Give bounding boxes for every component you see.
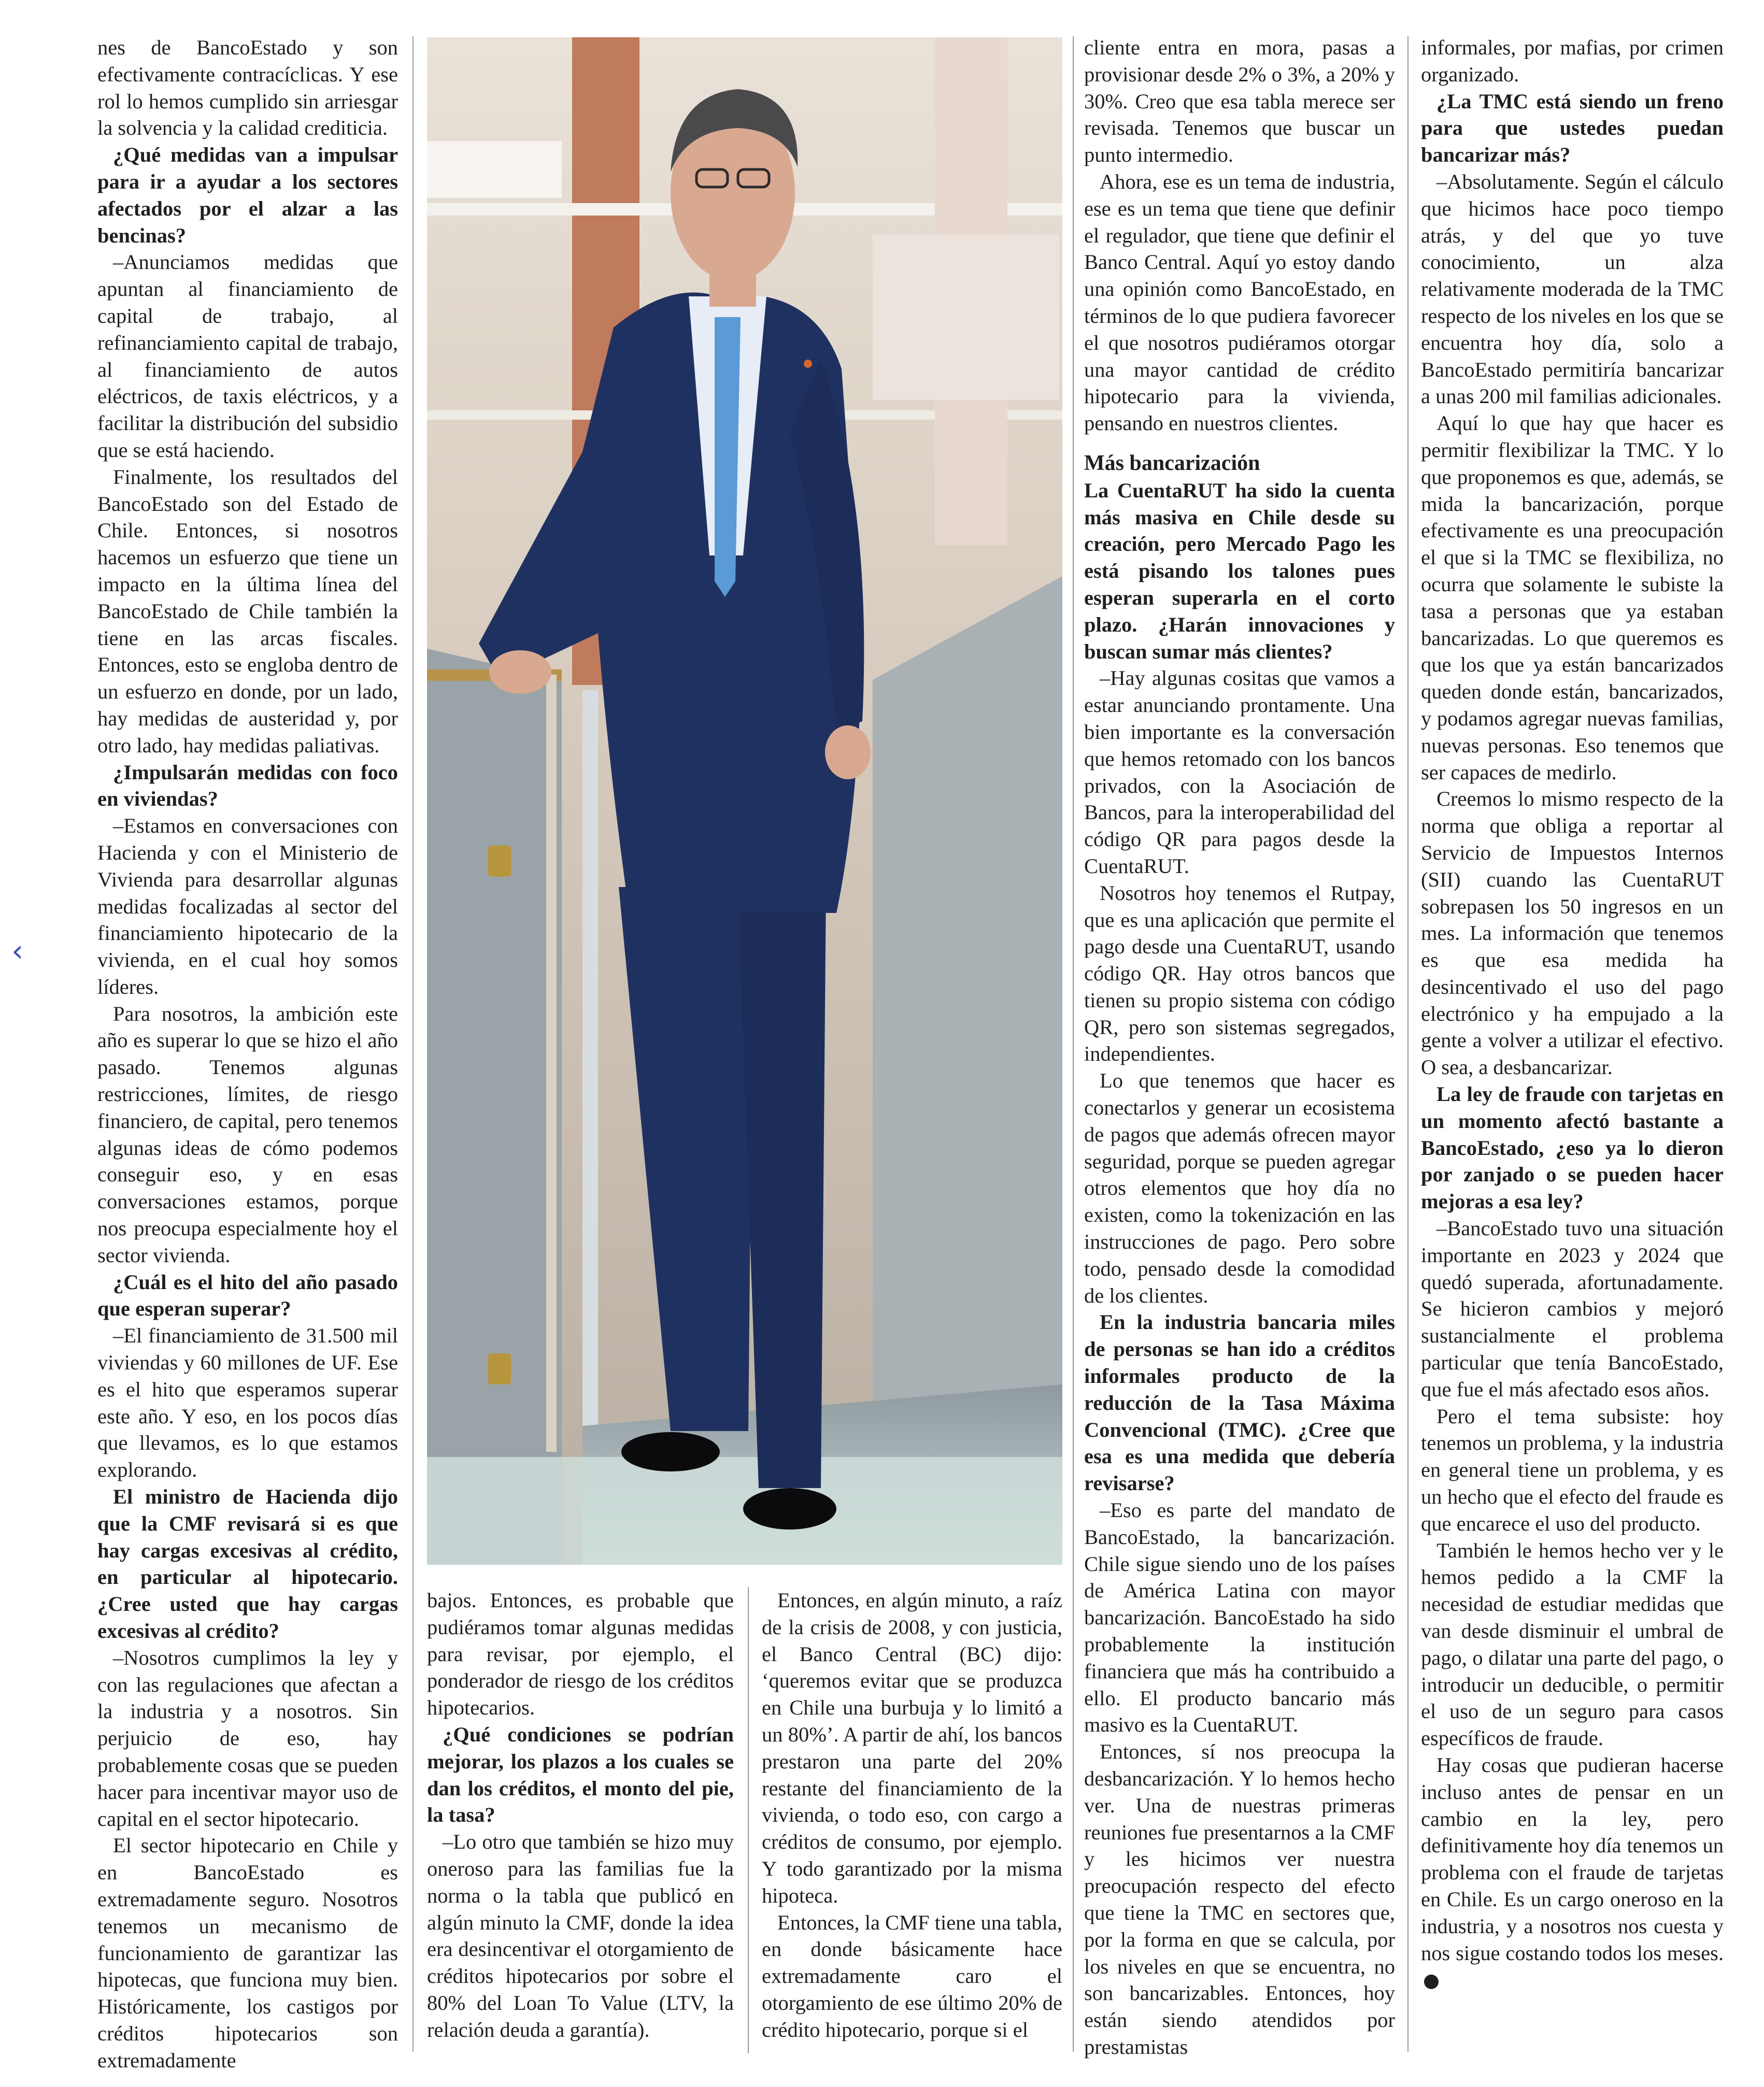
end-of-article-icon: ● [1424, 1975, 1439, 1989]
question: En la industria bancaria miles de personas se han ido a créditos informales producto de la reducción de la Tasa Máxima Convencional (TMC). ¿Cree que esa es una medida que debería revisarse? [1084, 1310, 1395, 1495]
paragraph: El sector hipotecario en Chile y en BancoEstado es extremadamente seguro. Nosotros tenemos un mecanismo de funcionamiento de garantizar las hipotecas, que funciona muy bien. Históricamente, los castigos por créditos hipotecarios son extremadamente [97, 1834, 398, 2072]
paragraph: cliente entra en mora, pasas a provisionar desde 2% o 3%, a 20% y 30%. Creo que esa tabla merece ser revisada. Tenemos que buscar un punto intermedio. [1084, 36, 1395, 167]
column-rule [412, 36, 414, 2052]
question: ¿Qué condiciones se podrían mejorar, los plazos a los cuales se dan los créditos, el monto del pie, la tasa? [427, 1722, 734, 1827]
chevron-left-icon[interactable]: ‹ [11, 933, 24, 968]
paragraph: Creemos lo mismo respecto de la norma que obliga a reportar al Servicio de Impuestos Internos (SII) cuando las CuentaRUT sobrepasen los 50 ingresos en un mes. La información que tenemos es que esa medida ha desincentivado el uso del pago electrónico y ha empujado a la gente a volver a utilizar el efectivo. O sea, a desbancarizar. [1421, 787, 1724, 1079]
question: ¿Cuál es el hito del año pasado que esperan superar? [97, 1270, 398, 1321]
paragraph: También le hemos hecho ver y le hemos pedido a la CMF la necesidad de estudiar medidas que van desde disminuir el umbral de pago, o dilatar una parte del pago, o introducir un deducible, o permitir el uso de un seguro para casos específicos de fraude. [1421, 1538, 1724, 1750]
portrait-photo [427, 37, 1062, 1565]
article-column-2b [762, 1587, 1062, 2043]
paragraph: –Anunciamos medidas que apuntan al financiamiento de capital de trabajo, al refinanciamiento capital de trabajo, al financiamiento de autos eléctricos, de taxis eléctricos, y a facilitar la distribución del subsidio que se está haciendo. [97, 250, 398, 462]
paragraph: Pero el tema subsiste: hoy tenemos un problema, y la industria en general tiene un problema, y es un hecho que el efecto del fraude es que encarece el uso del producto. [1421, 1404, 1724, 1535]
article-column-3 [1084, 34, 1395, 2059]
paragraph: –Eso es parte del mandato de BancoEstado, la bancarización. Chile sigue siendo uno de los países de América Latina con mayor bancarización. BancoEstado ha sido probablemente la institución financiera que más ha contribuido a ello. El producto bancario más masivo es la CuentaRUT. [1084, 1498, 1395, 1737]
article-column-4 [1421, 34, 1724, 2045]
paragraph: bajos. Entonces, es probable que pudiéramos tomar algunas medidas para revisar, por ejemplo, el ponderador de riesgo de los créditos hipotecarios. [427, 1589, 734, 1720]
portrait-illustration [427, 37, 1062, 1565]
paragraph: Ahora, ese es un tema de industria, ese es un tema que tiene que definir el regulador, que tiene que definir el Banco Central. Aquí yo estoy dando una opinión como BancoEstado, en términos de lo que pudiera favorecer el que nosotros pudiéramos otorgar una mayor cantidad de crédito hipotecario para la vivienda, pensando en nuestros clientes. [1084, 169, 1395, 435]
paragraph: Lo que tenemos que hacer es conectarlos y generar un ecosistema de pagos que además ofrecen mayor seguridad, porque se pueden agregar otros elementos que hoy día no existen, como la tokenización en las instrucciones de pago. Pero sobre todo, pensado desde la comodidad de los clientes. [1084, 1069, 1395, 1307]
paragraph: nes de BancoEstado y son efectivamente contracíclicas. Y ese rol lo hemos cumplido sin arriesgar la solvencia y la calidad crediticia. [97, 36, 398, 140]
paragraph: –BancoEstado tuvo una situación importante en 2023 y 2024 que quedó superada, afortunadamente. Se hicieron cambios y mejoró sustancialmente el problema particular que tenía BancoEstado, que fue el más afectado esos años. [1421, 1217, 1724, 1401]
article-column-2a [427, 1587, 734, 2043]
paragraph: Entonces, en algún minuto, a raíz de la crisis de 2008, y con justicia, el Banco Central (BC) dijo: ‘queremos evitar que se produzca en Chile una burbuja y lo limitó a un 80%’. A partir de ahí, los bancos prestaron una parte del 20% restante del financiamiento de la vivienda, o todo eso, con cargo a créditos de consumo, por ejemplo. Y todo garantizado por la misma hipoteca. [762, 1589, 1062, 1907]
paragraph: Aquí lo que hay que hacer es permitir flexibilizar la TMC. Y lo que proponemos es que, además, se mida la bancarización, porque efectivamente es una preocupación el que si la TMC se flexibiliza, no ocurra que solamente le subiste la tasa a personas que ya estaban bancarizadas. Lo que queremos es que los que ya están bancarizados queden donde están, bancarizados, y podamos agregar nuevas familias, nuevas personas. Eso tenemos que ser capaces de medirlo. [1421, 411, 1724, 784]
section-heading: Más bancarización [1084, 451, 1260, 475]
question: La CuentaRUT ha sido la cuenta más masiva en Chile desde su creación, pero Mercado Pago les está pisando los talones pues esperan superarla en el corto plazo. ¿Harán innovaciones y buscan sumar más clientes? [1084, 478, 1395, 663]
paragraph: –Nosotros cumplimos la ley y con las regulaciones que afectan a la industria y a nosotros. Sin perjuicio de eso, hay probablemente cosas que se pueden hacer para incentivar mayor uso de capital en el sector hipotecario. [97, 1646, 398, 1831]
paragraph: Entonces, la CMF tiene una tabla, en donde básicamente hace extremadamente caro el otorgamiento de ese último 20% de crédito hipotecario, porque si el [762, 1910, 1062, 2041]
question: La ley de fraude con tarjetas en un momento afectó bastante a BancoEstado, ¿eso ya lo dieron por zanjado o se pueden hacer mejoras a esa ley? [1421, 1082, 1724, 1213]
paragraph-text: Hay cosas que pudieran hacerse incluso antes de pensar en un cambio en la ley, pero definitivamente hoy día tenemos un problema con el fraude de tarjetas en Chile. Es un cargo oneroso en la industria, y a nosotros nos cuesta y nos sigue costando todos los meses. [1421, 1753, 1724, 1965]
paragraph: Para nosotros, la ambición este año es superar lo que se hizo el año pasado. Tenemos algunas restricciones, límites, de riesgo financiero, de capital, pero tenemos algunas ideas de cómo podemos conseguir eso, y en esas conversaciones estamos, porque nos preocupa especialmente hoy el sector vivienda. [97, 1002, 398, 1267]
column-rule [1073, 36, 1074, 2052]
question: ¿La TMC está siendo un freno para que ustedes puedan bancarizar más? [1421, 89, 1724, 167]
paragraph: Entonces, sí nos preocupa la desbancarización. Y lo hemos hecho ver. Una de nuestras primeras reuniones fue presentarnos a la CMF y les hicimos ver nuestra preocupación respecto del efecto que tiene la TMC en sectores que, por la forma en que se calcula, por los niveles en que se encuentra, no son bancarizables. Entonces, hoy están siendo atendidos por prestamistas [1084, 1740, 1395, 2059]
paragraph: Nosotros hoy tenemos el Rutpay, que es una aplicación que permite el pago desde una CuentaRUT, usando código QR. Hay otros bancos que tienen su propio sistema con código QR, pero son sistemas segregados, independientes. [1084, 881, 1395, 1066]
question: El ministro de Hacienda dijo que la CMF revisará si es que hay cargas excesivas al crédito, en particular al hipotecario. ¿Cree usted que hay cargas excesivas al crédito? [97, 1485, 398, 1643]
question: ¿Impulsarán medidas con foco en viviendas? [97, 760, 398, 811]
paragraph: Finalmente, los resultados del BancoEstado son del Estado de Chile. Entonces, si nosotros hacemos un esfuerzo que tiene un impacto en la última línea del BancoEstado de Chile también la tiene en las arcas fiscales. Entonces, esto se engloba dentro de un esfuerzo en donde, por un lado, hay medidas de austeridad y, por otro lado, hay medidas paliativas. [97, 465, 398, 757]
paragraph: –El financiamiento de 31.500 mil viviendas y 60 millones de UF. Ese es el hito que esperamos superar este año. Y eso, en los pocos días que llevamos, es lo que estamos explorando. [97, 1324, 398, 1482]
question: ¿Qué medidas van a impulsar para ir a ayudar a los sectores afectados por el alzar a las bencinas? [97, 143, 398, 247]
paragraph: –Lo otro que también se hizo muy oneroso para las familias fue la norma o la tabla que publicó en algún minuto la CMF, donde la idea era desincentivar el otorgamiento de créditos hipotecarios por sobre el 80% del Loan To Value (LTV, la relación deuda a garantía). [427, 1830, 734, 2041]
paragraph: informales, por mafias, por crimen organizado. [1421, 36, 1724, 86]
paragraph [1421, 1752, 1724, 1993]
paragraph: –Estamos en conversaciones con Hacienda y con el Ministerio de Vivienda para desarrollar algunas medidas focalizadas al sector del financiamiento hipotecario de la vivienda, en el cual hoy somos líderes. [97, 814, 398, 998]
article-column-1 [97, 34, 398, 2072]
paragraph: –Hay algunas cositas que vamos a estar anunciando prontamente. Una bien importante es la conversación que hemos retomado con los bancos privados, con la Asociación de Bancos, para la interoperabilidad del código QR para pagos desde la CuentaRUT. [1084, 666, 1395, 878]
column-rule [1407, 36, 1409, 2052]
paragraph: –Absolutamente. Según el cálculo que hicimos hace poco tiempo atrás, y del que yo tuve conocimiento, un alza relativamente moderada de la TMC respecto de los niveles en los que se encuentra hoy día, solo a BancoEstado permitiría bancarizar a unas 200 mil familias adicionales. [1421, 169, 1724, 408]
column-rule [748, 1587, 749, 2053]
